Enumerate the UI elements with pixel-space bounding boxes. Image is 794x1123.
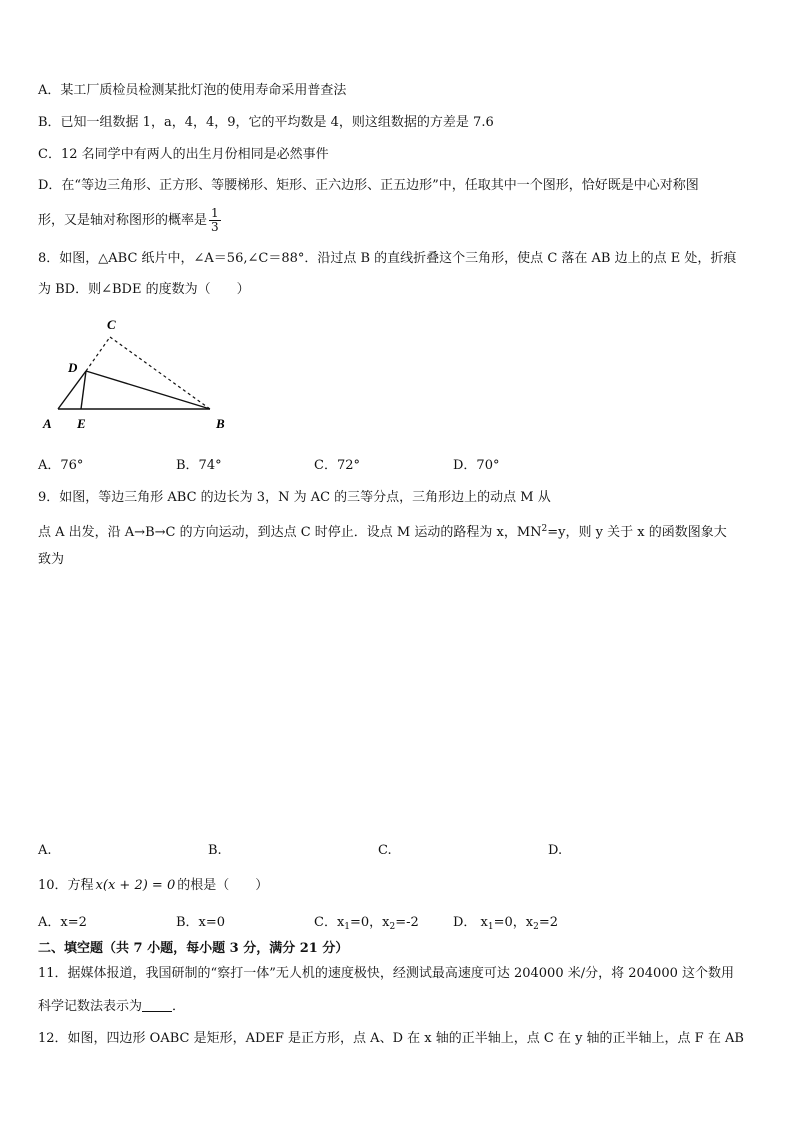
q9-stem-line3: 致为 — [38, 552, 65, 567]
q10-c-sub1: 1 — [344, 922, 351, 932]
q10-d-sub1: 1 — [487, 922, 494, 932]
q8-option-c: C．72° — [314, 458, 360, 473]
q9-line2-pre: 点 A 出发，沿 A→B→C 的方向运动，到达点 C 时停止．设点 M 运动的路程为 x，MN — [38, 525, 542, 540]
q7-option-b: B．已知一组数据 1，a，4，4，9，它的平均数是 4，则这组数据的方差是 7.6 — [38, 115, 494, 130]
q8-option-a: A．76° — [38, 458, 84, 473]
q10-d-mid: =0，x — [493, 915, 534, 930]
q11-stem-line2 — [38, 998, 185, 1016]
q9-superscript: 2 — [541, 524, 548, 534]
q7-option-d-text: 形，又是轴对称图形的概率是 — [38, 213, 208, 228]
fraction-denominator: 3 — [211, 220, 219, 234]
q10-pre: 10．方程 — [38, 878, 94, 893]
label-d: D — [68, 360, 78, 375]
q8-triangle-figure — [38, 312, 238, 437]
q10-option-a: A．x=2 — [38, 915, 87, 930]
label-c: C — [107, 317, 116, 332]
q9-stem-line2 — [38, 520, 727, 542]
q9-stem-line1: 9．如图，等边三角形 ABC 的边长为 3，N 为 AC 的三等分点，三角形边上的动点 M 从 — [38, 490, 551, 505]
q8-option-b: B．74° — [176, 458, 222, 473]
section-heading: 二、填空题（共 7 小题，每小题 3 分，满分 21 分） — [38, 941, 349, 956]
label-b: B — [216, 416, 225, 431]
fraction-numerator: 1 — [211, 206, 219, 220]
q9-line2-post: =y，则 y 关于 x 的函数图象大 — [547, 525, 727, 540]
q7-option-d-line1: D．在“等边三角形、正方形、等腰梯形、矩形、正六边形、正五边形”中，任取其中一个图形，恰好既是中心对称图 — [38, 178, 699, 193]
segment-cb-dashed — [110, 337, 210, 409]
label-e: E — [77, 416, 86, 431]
q10-option-d — [453, 914, 558, 936]
q10-c-post: =-2 — [395, 915, 419, 930]
q7-option-c: C．12 名同学中有两人的出生月份相同是必然事件 — [38, 147, 329, 162]
q10-d-post: =2 — [538, 915, 559, 930]
q12-stem-line1: 12．如图，四边形 OABC 是矩形，ADEF 是正方形，点 A、D 在 x 轴的正半轴上，点 C 在 y 轴的正半轴上，点 F 在 AB — [38, 1031, 744, 1046]
segment-db — [86, 371, 210, 409]
q11-line2-pre: 科学记数法表示为 — [38, 999, 143, 1014]
label-a: A — [43, 416, 52, 431]
q8-option-d: D．70° — [453, 458, 500, 473]
segment-dc-dashed — [86, 337, 110, 371]
q10-post: 的根是（ ） — [177, 878, 269, 893]
q11-stem-line1: 11．据媒体报道，我国研制的“察打一体”无人机的速度极快，经测试最高速度可达 204000 米/分，将 204000 这个数用 — [38, 966, 734, 981]
q8-stem-line1: 8．如图，△ABC 纸片中，∠A＝56,∠C＝88°．沿过点 B 的直线折叠这个三角形，使点 C 落在 AB 边上的点 E 处，折痕 — [38, 251, 737, 266]
q7-option-d-line2 — [38, 204, 223, 238]
q9-option-d: D. — [548, 843, 563, 858]
q11-line2-post: ． — [172, 999, 186, 1014]
q9-option-b: B. — [208, 843, 222, 858]
q7-option-a: A．某工厂质检员检测某批灯泡的使用寿命采用普查法 — [38, 83, 347, 98]
answer-blank[interactable] — [142, 999, 172, 1012]
q10-d-sub2: 2 — [533, 922, 539, 932]
probability-fraction — [209, 207, 221, 234]
q10-d-pre: D． x — [453, 915, 488, 930]
q10-stem — [38, 877, 268, 895]
q10-c-pre: C．x — [314, 915, 345, 930]
q9-option-c: C. — [378, 843, 392, 858]
q8-stem-line2: 为 BD．则∠BDE 的度数为（ ） — [38, 282, 250, 297]
q10-option-c — [314, 914, 419, 936]
q10-equation: x(x + 2) = 0 — [95, 878, 176, 893]
q10-option-b: B．x=0 — [176, 915, 226, 930]
q10-c-mid: =0，x — [350, 915, 390, 930]
q9-option-a: A. — [38, 843, 52, 858]
q10-c-sub2: 2 — [389, 922, 396, 932]
